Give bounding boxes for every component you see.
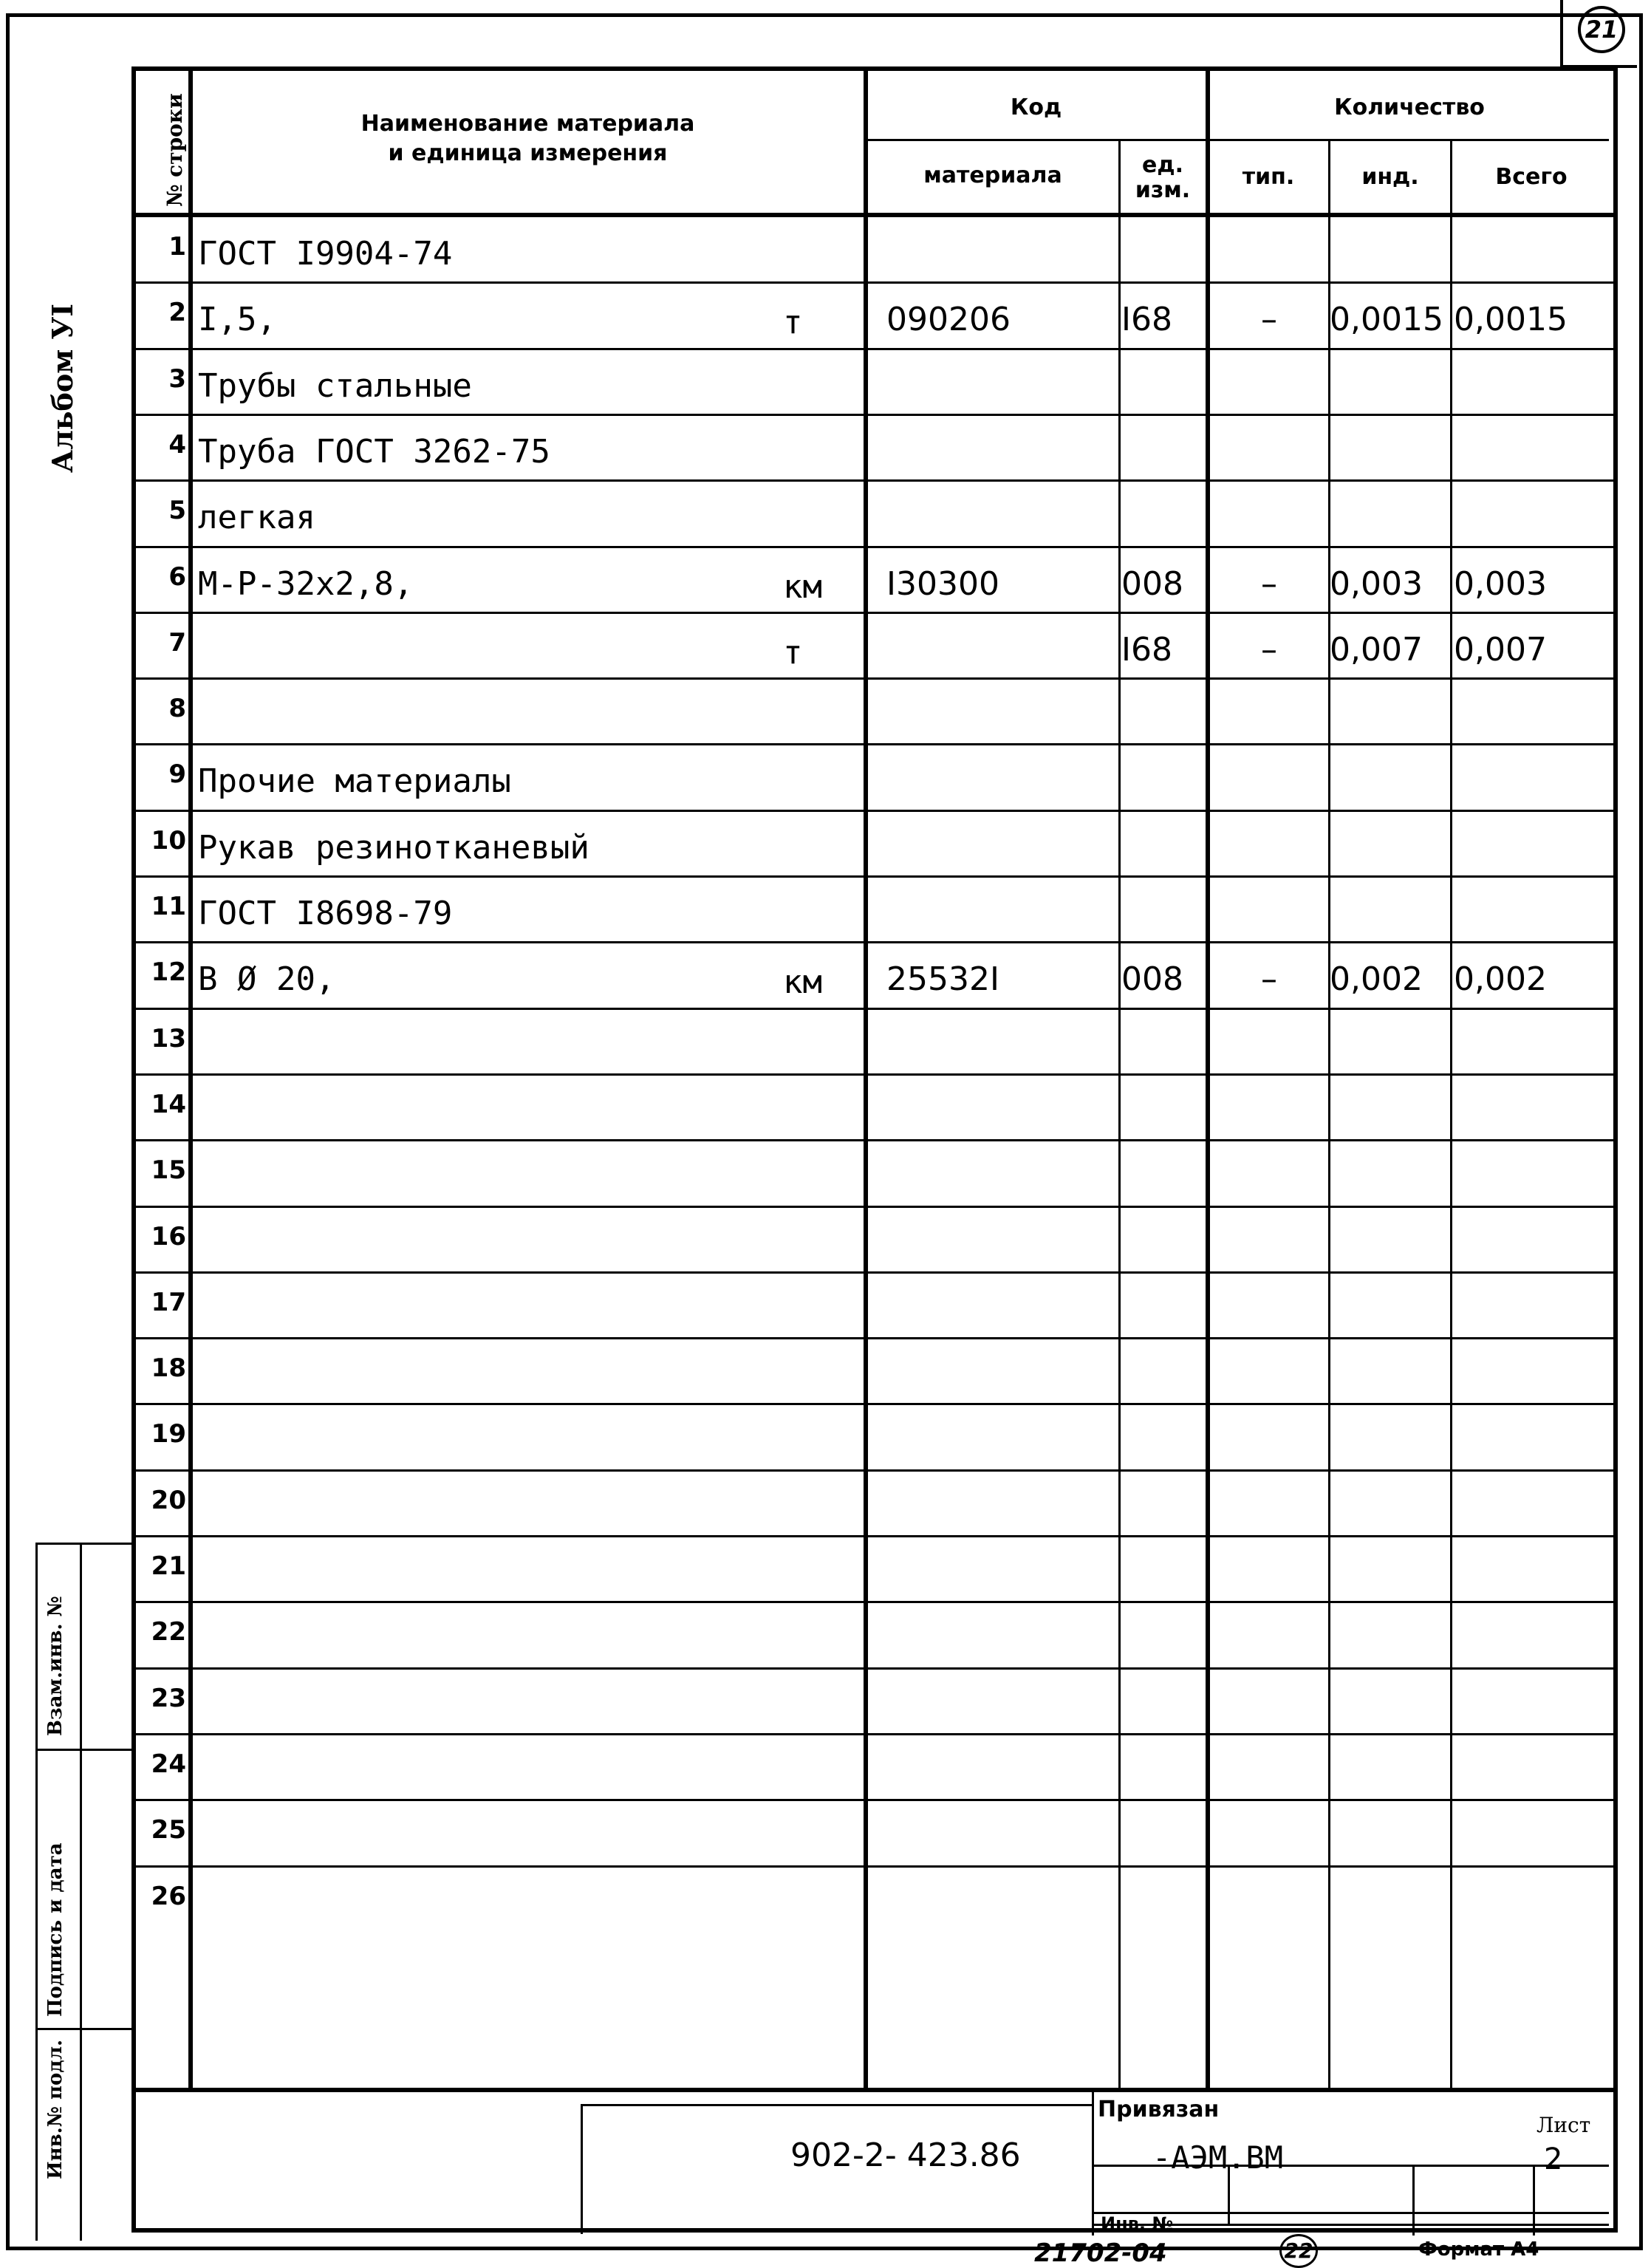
doc-suffix: -АЭМ.ВМ [1152,2139,1284,2176]
table-row [0,1735,1651,1800]
material-name: Труба ГОСТ 3262-75 [198,432,550,471]
table-row [0,745,1651,810]
qty-ind: 0,0015 [1330,301,1443,339]
material-name: В Ø 20, [198,960,335,999]
row-number: 6 [168,561,186,592]
unit-code: I68 [1121,630,1172,669]
table-row [0,1009,1651,1075]
table-row [0,217,1651,283]
material-name: легкая [198,499,315,537]
qty-typ: – [1261,630,1277,669]
table-row [0,1273,1651,1339]
row-number: 2 [168,298,186,328]
material-code: I30300 [886,564,999,603]
header-name-line2: и единица измерения [388,140,668,166]
row-number: 21 [151,1551,186,1581]
table-row [0,547,1651,613]
table-row [0,481,1651,547]
material-code: 25532I [886,960,999,999]
row-number: 18 [151,1353,186,1384]
material-name: М-Р-32x2,8, [198,564,414,603]
header-name-line1: Наименование материала [360,111,695,137]
material-name: ГОСТ I8698-79 [198,895,453,932]
row-number: 16 [151,1221,186,1251]
row-number: 13 [151,1023,186,1053]
row-number: 9 [168,759,186,790]
row-number: 3 [168,363,186,394]
row-number: 25 [151,1815,186,1845]
unit-of-measure: км [783,963,822,1002]
header-row-no: № строки [163,93,187,207]
stamp-inv: Инв.№ подл. [44,2039,66,2179]
row-number: 15 [151,1155,186,1186]
qty-total: 0,003 [1454,564,1547,603]
header-quantity: Количество [1334,95,1485,120]
unit-code: I68 [1121,301,1172,339]
inv-no-label: Инв. № [1101,2213,1174,2234]
table-row [0,1537,1651,1602]
table-row [0,1867,1651,1933]
row-number: 11 [151,892,186,921]
row-number: 17 [151,1287,186,1317]
unit-of-measure: т [783,304,803,342]
table-row [0,349,1651,415]
table-row [0,1207,1651,1273]
row-number: 5 [168,496,186,526]
unit-code: 008 [1121,564,1183,603]
row-number: 20 [151,1485,186,1515]
corner-badge: 21 [1578,6,1625,53]
header-unit-line2: изм. [1135,177,1191,203]
header-ind: инд. [1361,164,1419,190]
stamp-vzam: Взам.инв. № [44,1596,66,1736]
table-row [0,811,1651,877]
page-circle: 22 [1279,2234,1318,2268]
table-row [0,679,1651,745]
material-name: I,5, [198,301,276,339]
row-number: 1 [168,232,186,262]
qty-total: 0,002 [1454,960,1547,999]
qty-total: 0,0015 [1454,301,1568,339]
row-number: 7 [168,627,186,657]
table-row [0,613,1651,679]
table-row [0,1602,1651,1668]
sheet-label: Лист [1537,2113,1591,2137]
row-number: 12 [151,957,186,988]
sheet-number: 2 [1544,2142,1563,2176]
qty-typ: – [1261,960,1277,999]
qty-ind: 0,003 [1330,564,1423,603]
unit-code: 008 [1121,960,1183,999]
header-material: материала [923,163,1062,188]
qty-typ: – [1261,301,1277,339]
table-row [0,1404,1651,1470]
stamp-podpis: Подпись и дата [44,1842,66,2017]
handwritten-code: 21702-04 [1034,2238,1167,2268]
header-typ: тип. [1242,164,1295,190]
row-number: 23 [151,1683,186,1713]
material-name: ГОСТ I9904-74 [198,235,453,273]
qty-total: 0,007 [1454,630,1547,669]
row-number: 10 [151,825,186,855]
table-row [0,1669,1651,1735]
header-unit-line1: ед. [1142,152,1183,178]
qty-typ: – [1261,564,1277,603]
header-code: Код [1010,95,1062,120]
row-number: 19 [151,1419,186,1449]
qty-ind: 0,007 [1330,630,1423,669]
table-row [0,1075,1651,1141]
album-label: Альбом УI [46,303,79,473]
table-row [0,877,1651,943]
table-row [0,1471,1651,1537]
row-number: 24 [151,1749,186,1779]
material-name: Трубы стальные [198,366,472,405]
table-row [0,283,1651,349]
format-label: Формат А4 [1418,2238,1539,2261]
material-name: Прочие материалы [198,762,511,801]
row-number: 26 [151,1881,186,1911]
table-row [0,415,1651,481]
privyazan-label: Привязан [1098,2097,1220,2122]
table-row [0,1800,1651,1866]
header-total: Всего [1495,164,1568,190]
row-number: 8 [168,694,186,724]
row-number: 22 [151,1617,186,1647]
table-row [0,1141,1651,1206]
row-number: 14 [151,1089,186,1119]
material-name: Рукав резинотканевый [198,828,589,867]
unit-of-measure: т [783,633,803,672]
qty-ind: 0,002 [1330,960,1423,999]
table-row [0,1339,1651,1404]
doc-number: 902-2- 423.86 [790,2137,1021,2174]
unit-of-measure: км [783,567,822,606]
material-code: 090206 [886,301,1011,339]
table-row [0,943,1651,1008]
row-number: 4 [168,429,186,460]
